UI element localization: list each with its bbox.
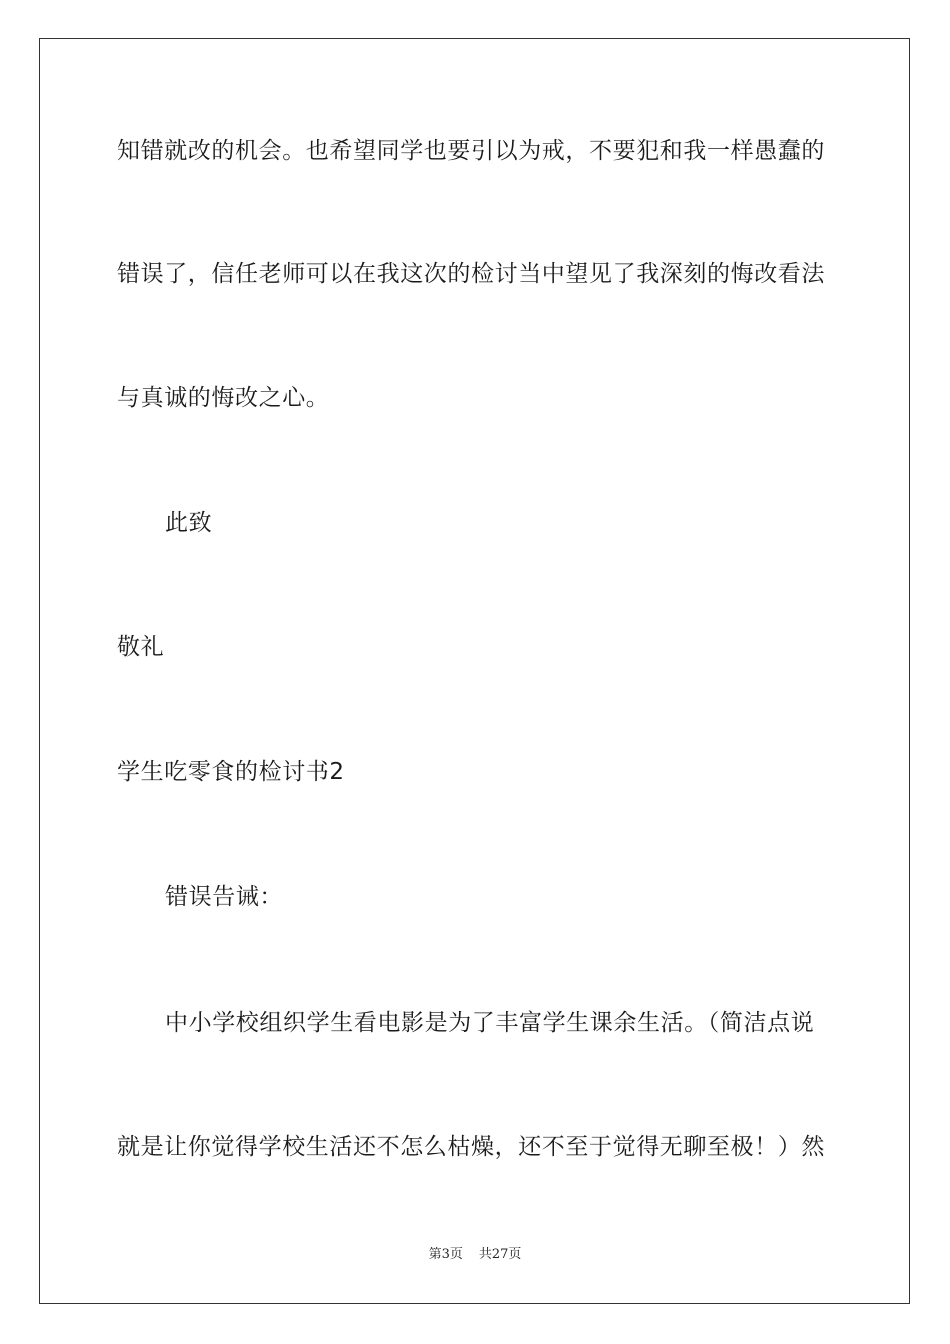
body-text-line: 错误了，信任老师可以在我这次的检讨当中望见了我深刻的悔改看法 — [117, 261, 825, 287]
closing-regards: 敬礼 — [117, 634, 165, 660]
section-subheading: 错误告诫： — [165, 884, 283, 910]
section-title: 学生吃零食的检讨书2 — [117, 759, 345, 785]
body-text-line: 中小学校组织学生看电影是为了丰富学生课余生活。（简洁点说 — [165, 1010, 815, 1036]
page-footer — [0, 1246, 950, 1264]
page-number: 第3页 — [428, 1247, 463, 1262]
page-total: 共27页 — [478, 1247, 522, 1262]
body-text-line: 与真诚的悔改之心。 — [117, 385, 330, 411]
body-text-line: 就是让你觉得学校生活还不怎么枯燥，还不至于觉得无聊至极！）然 — [117, 1134, 825, 1160]
closing-salutation: 此致 — [165, 510, 213, 536]
page-border — [39, 38, 910, 1304]
body-text-line: 知错就改的机会。也希望同学也要引以为戒，不要犯和我一样愚蠢的 — [117, 138, 825, 164]
